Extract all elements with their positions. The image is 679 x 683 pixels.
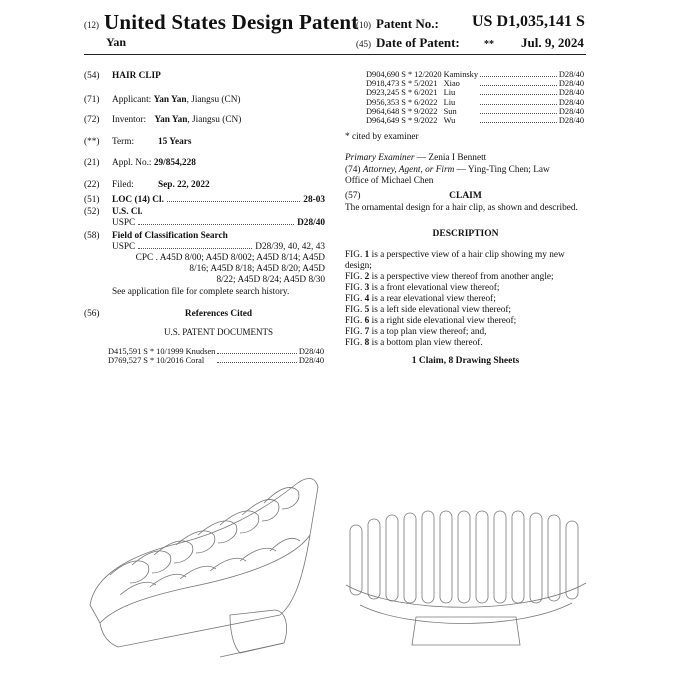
- ref-date: 6/2022: [414, 97, 438, 107]
- code-term: (**): [84, 137, 100, 147]
- code-72: (72): [84, 115, 100, 125]
- ref-date: 10/1999: [156, 347, 184, 356]
- search-history-note: See application file for complete search history.: [112, 287, 290, 297]
- ref-number: D904,690: [366, 70, 400, 79]
- figure-descriptions: [345, 250, 586, 349]
- ref-class: D28/40: [558, 97, 584, 107]
- ref-class: D28/40: [298, 356, 324, 366]
- date-label: Date of Patent:: [376, 35, 460, 50]
- figure-description: FIG. 6 is a right side elevational view thereof;: [345, 316, 517, 326]
- attorney-label: Attorney, Agent, or Firm: [362, 165, 455, 175]
- code-56: (56): [84, 309, 100, 319]
- clip-teeth: [110, 487, 300, 595]
- figure-description: FIG. 2 is a perspective view thereof from another angle;: [345, 272, 554, 282]
- ref-number: D769,527: [108, 356, 142, 366]
- term-value: 15 Years: [158, 137, 192, 147]
- patent-no-label: Patent No.:: [376, 16, 439, 31]
- examiner-label: Primary Examiner: [345, 153, 415, 163]
- field-search-label: Field of Classification Search: [112, 231, 228, 241]
- ref-star: *: [407, 97, 413, 107]
- ref-class: D28/40: [298, 347, 324, 356]
- ref-number: D415,591: [108, 347, 142, 356]
- reference-row: [366, 116, 586, 125]
- ref-name: Kaminsky: [443, 70, 479, 79]
- cpc-line-3: 8/22; A45D 8/24; A45D 8/30: [216, 275, 325, 285]
- appl-no-field: [112, 158, 196, 168]
- design-title: HAIR CLIP: [112, 71, 161, 81]
- figure-description: FIG. 8 is a bottom plan view thereof.: [345, 338, 483, 348]
- ref-name: Wu: [443, 116, 456, 126]
- attorney-line: [345, 165, 586, 176]
- applicant-name: Yan Yan: [153, 95, 187, 105]
- ref-class: D28/40: [558, 116, 584, 126]
- reference-row: [366, 107, 586, 116]
- document-title: United States Design Patent: [104, 10, 359, 34]
- ref-star: *: [407, 70, 413, 79]
- ref-star: *: [407, 106, 413, 116]
- filed-date: Sep. 22, 2022: [158, 180, 210, 190]
- ref-star: *: [149, 356, 155, 366]
- loc-class-value: 28-03: [303, 195, 325, 205]
- ref-star: *: [149, 347, 155, 356]
- applicant-field: [112, 95, 241, 105]
- figure-description: FIG. 7 is a top plan view thereof; and,: [345, 327, 487, 337]
- ref-name: Liu: [443, 97, 456, 107]
- figure-description: FIG. 1 is a perspective view of a hair clip showing my new design;: [345, 250, 565, 271]
- ref-kind: S: [401, 70, 406, 79]
- date-stars: **: [484, 39, 494, 50]
- clip-spine: [346, 583, 586, 624]
- ref-number: D964,648: [366, 106, 400, 116]
- ref-kind: S: [143, 356, 148, 366]
- hair-clip-front-drawing: [340, 505, 600, 665]
- hair-clip-perspective-drawing: [70, 465, 360, 670]
- examiner-line: [345, 153, 586, 164]
- claims-sheets: 1 Claim, 8 Drawing Sheets: [411, 356, 520, 366]
- inventor-name: Yan Yan: [154, 115, 188, 125]
- ref-kind: S: [401, 97, 406, 107]
- inventor-surname: Yan: [106, 35, 127, 49]
- patent-number: US D1,035,141 S: [472, 13, 585, 30]
- cited-by-examiner: * cited by examiner: [345, 132, 419, 142]
- ref-name: Sun: [443, 106, 457, 116]
- applicant-label: Applicant:: [112, 95, 152, 105]
- cpc-line-1: CPC . A45D 8/00; A45D 8/002; A45D 8/14; A45D: [135, 253, 325, 263]
- code-51: (51): [84, 195, 100, 205]
- ref-kind: S: [401, 106, 406, 116]
- attorney-code: (74): [345, 165, 361, 175]
- ref-kind: S: [401, 116, 406, 126]
- ref-class: D28/40: [558, 79, 584, 89]
- ref-star: *: [407, 79, 413, 89]
- reference-row: [366, 98, 586, 107]
- ref-kind: S: [143, 347, 148, 356]
- ref-date: 9/2022: [414, 106, 438, 116]
- filed-label: Filed:: [112, 180, 134, 190]
- appl-no-label: Appl. No.:: [112, 158, 152, 168]
- ref-date: 9/2022: [414, 116, 438, 126]
- attorney-line-2: Office of Michael Chen: [345, 176, 434, 186]
- ref-number: D956,353: [366, 97, 400, 107]
- applicant-place: , Jiangsu (CN): [186, 95, 241, 105]
- code-22: (22): [84, 180, 100, 190]
- left-reference-list: [108, 347, 326, 365]
- figure-description: FIG. 5 is a left side elevational view thereof;: [345, 305, 512, 315]
- code-71: (71): [84, 95, 100, 105]
- us-patent-docs-label: U.S. PATENT DOCUMENTS: [163, 327, 274, 337]
- figure-description: FIG. 3 is a front elevational view thereof;: [345, 283, 500, 293]
- ref-number: D918,473: [366, 79, 400, 89]
- field-search-uspc-value: D28/39, 40, 42, 43: [255, 242, 325, 252]
- ref-name: Coral: [185, 356, 205, 366]
- field-search-uspc-label: USPC: [112, 242, 136, 252]
- claim-text: The ornamental design for a hair clip, as shown and described.: [345, 203, 578, 213]
- uspc-label: USPC: [112, 218, 136, 228]
- inventor-field: [112, 115, 241, 125]
- ref-name: Knudsen: [185, 347, 216, 356]
- code-10: (10): [356, 20, 371, 30]
- header-rule: [84, 54, 586, 55]
- figure-description: FIG. 4 is a rear elevational view thereof;: [345, 294, 496, 304]
- ref-star: *: [407, 88, 413, 98]
- code-54: (54): [84, 71, 100, 81]
- examiner-name: — Zenia I Bennett: [414, 153, 487, 163]
- ref-number: D923,245: [366, 88, 400, 98]
- us-class-label: U.S. Cl.: [112, 207, 143, 217]
- attorney-name: — Ying-Ting Chen; Law: [454, 165, 550, 175]
- ref-date: 10/2016: [156, 356, 184, 366]
- inventor-label: Inventor:: [112, 115, 147, 125]
- ref-kind: S: [401, 88, 406, 98]
- ref-star: *: [407, 116, 413, 126]
- ref-date: 6/2021: [414, 88, 438, 98]
- appl-no-value: 29/854,228: [153, 158, 196, 168]
- field-search-uspc: [112, 242, 325, 252]
- ref-class: D28/40: [558, 70, 584, 79]
- cpc-line-2: 8/16; A45D 8/18; A45D 8/20; A45D: [189, 264, 325, 274]
- ref-date: 12/2020: [414, 70, 442, 79]
- claim-title: CLAIM: [449, 191, 482, 201]
- loc-class-row: [112, 195, 325, 205]
- reference-row: [108, 347, 326, 356]
- ref-name: Xiao: [443, 79, 460, 89]
- reference-row: [366, 88, 586, 97]
- loc-class-label: LOC (14) Cl.: [112, 195, 164, 205]
- references-cited-label: References Cited: [184, 309, 253, 319]
- term-label: Term:: [112, 137, 135, 147]
- code-58: (58): [84, 231, 100, 241]
- ref-kind: S: [401, 79, 406, 89]
- clip-base-grip: [220, 610, 287, 657]
- clip-body-outline: [90, 479, 318, 648]
- ref-date: 5/2021: [414, 79, 438, 89]
- ref-number: D964,649: [366, 116, 400, 126]
- reference-row: [108, 356, 326, 365]
- clip-teeth-row: [350, 511, 578, 603]
- code-57: (57): [345, 191, 361, 201]
- description-title: DESCRIPTION: [432, 229, 499, 239]
- uspc-row: [112, 218, 325, 228]
- code-12: (12): [84, 20, 99, 30]
- ref-class: D28/40: [558, 88, 584, 98]
- ref-name: Liu: [443, 88, 456, 98]
- uspc-value: D28/40: [297, 218, 325, 228]
- reference-row: [366, 79, 586, 88]
- reference-row: [366, 70, 586, 79]
- code-52: (52): [84, 207, 100, 217]
- inventor-place: , Jiangsu (CN): [187, 115, 242, 125]
- patent-date: Jul. 9, 2024: [521, 35, 584, 50]
- code-45: (45): [356, 39, 371, 49]
- code-21: (21): [84, 158, 100, 168]
- ref-class: D28/40: [558, 106, 584, 116]
- right-reference-list: [366, 70, 586, 125]
